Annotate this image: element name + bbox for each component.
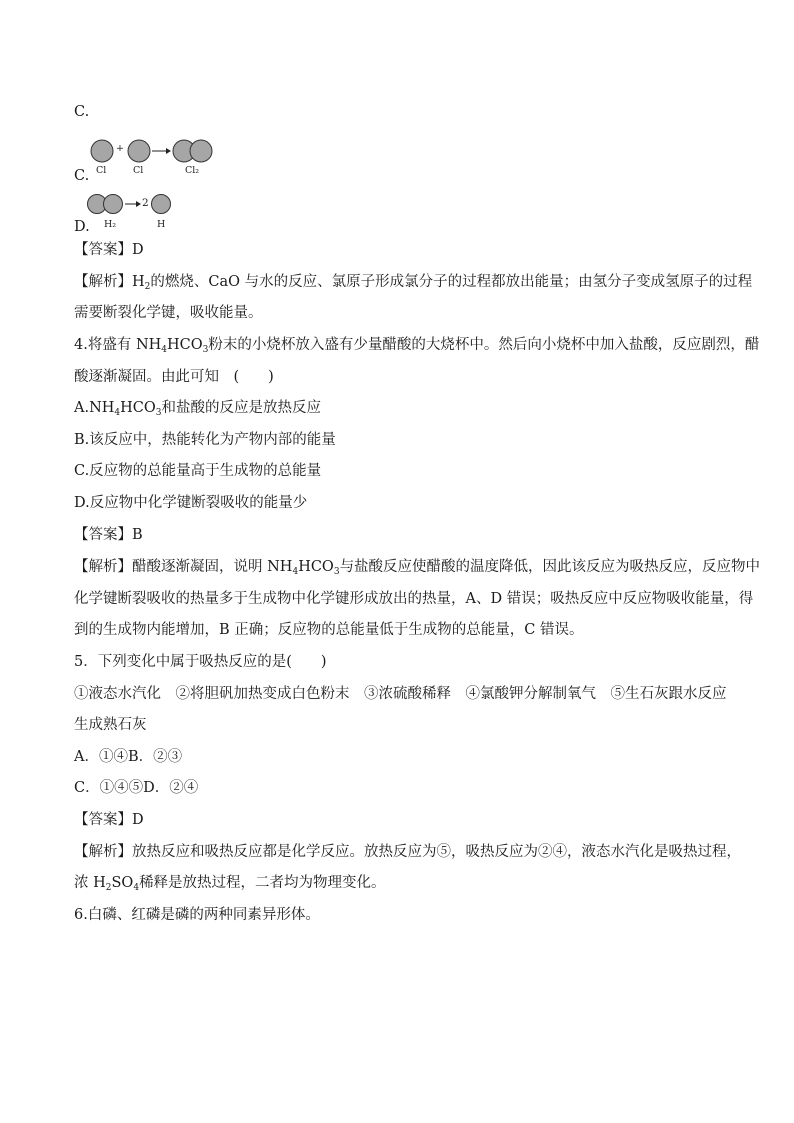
q5-options-cd: C．①④⑤D．②④ <box>74 780 199 796</box>
q4-stem-1a: 4.将盛有 NH <box>74 337 162 353</box>
q3-answer: 【答案】D <box>74 242 144 258</box>
q3-analysis-line-1 <box>74 272 752 292</box>
h2-label: H₂ <box>104 219 117 230</box>
arrow-head-d <box>136 201 141 207</box>
option-c-label-2: C. <box>74 168 90 184</box>
q4-option-a <box>74 398 321 418</box>
cl2-label: Cl₂ <box>185 165 200 176</box>
h-label: H <box>157 219 166 230</box>
q4-opt-a-c: 和盐酸的反应是放热反应 <box>161 400 322 416</box>
q4-option-d: D.反应物中化学键断裂吸收的能量少 <box>74 495 308 511</box>
q6-stem: 6.白磷、红磷是磷的两种同素异形体。 <box>74 907 320 923</box>
q5-analysis-sub-2: 4 <box>133 883 140 893</box>
h-atom-circle <box>152 195 171 214</box>
q4-analysis-line-1 <box>74 557 760 577</box>
q4-stem-sub-2: 3 <box>202 345 209 355</box>
q4-opt-a-a: A.NH <box>74 400 115 416</box>
q5-analysis-line-2 <box>74 873 386 893</box>
q3-analysis-1b: 的燃烧、CaO 与水的反应、氯原子形成氯分子的过程都放出能量；由氢分子变成氢原子的过程 <box>150 274 753 290</box>
option-c-label: C. <box>74 104 90 120</box>
q4-analysis-sub-1: 4 <box>292 567 299 577</box>
q3-analysis-line-2: 需要断裂化学键，吸收能量。 <box>74 305 263 321</box>
q5-analysis-sub-1: 2 <box>105 883 112 893</box>
q4-analysis-sub-2: 3 <box>333 567 340 577</box>
q5-list-line-1: ①液态水汽化 ②将胆矾加热变成白色粉末 ③浓硫酸稀释 ④氯酸钾分解制氧气 ⑤生石灰跟水反应 <box>74 686 727 702</box>
q4-analysis-1a: 【解析】醋酸逐渐凝固，说明 NH <box>74 559 293 575</box>
coefficient-2: 2 <box>142 197 149 209</box>
q4-answer: 【答案】B <box>74 527 143 543</box>
q4-opt-a-sub-1: 4 <box>114 408 121 418</box>
q4-opt-a-b: HCO <box>120 400 156 416</box>
q4-opt-a-sub-2: 3 <box>155 408 162 418</box>
q4-stem-sub-1: 4 <box>161 345 168 355</box>
cl-label-2: Cl <box>133 165 144 176</box>
q3-analysis-1a: 【解析】H <box>74 274 145 290</box>
q4-analysis-line-3: 到的生成物内能增加，B 正确；反应物的总能量低于生成物的总能量，C 错误。 <box>74 622 584 638</box>
q4-stem-1b: HCO <box>167 337 203 353</box>
q4-analysis-1b: HCO <box>298 559 334 575</box>
q5-analysis-2c: 稀释是放热过程，二者均为物理变化。 <box>139 875 386 891</box>
cl-label-1: Cl <box>96 165 107 176</box>
q4-stem-line-2: 酸逐渐凝固。由此可知 ( ) <box>74 369 274 385</box>
q5-analysis-2a: 浓 H <box>74 875 106 891</box>
option-d-label: D. <box>74 219 90 235</box>
q3-analysis-sub: 2 <box>144 282 151 292</box>
q4-stem-1c: 粉末的小烧杯放入盛有少量醋酸的大烧杯中。然后向小烧杯中加入盐酸，反应剧烈，醋 <box>208 337 760 353</box>
q4-stem-line-1 <box>74 335 759 355</box>
q5-options-ab: A．①④B．②③ <box>74 749 183 765</box>
q5-analysis-2b: SO <box>111 875 134 891</box>
q5-answer: 【答案】D <box>74 812 144 828</box>
q4-option-b: B.该反应中，热能转化为产物内部的能量 <box>74 432 336 448</box>
diagram-d-svg <box>0 0 794 240</box>
q5-list-line-2: 生成熟石灰 <box>74 717 147 733</box>
q4-analysis-line-2: 化学键断裂吸收的热量多于生成物中化学键形成放出的热量，A、D 错误；吸热反应中反应物吸收能量，得 <box>74 591 754 607</box>
h2-atom-circle-2 <box>104 195 123 214</box>
q5-analysis-line-1: 【解析】放热反应和吸热反应都是化学反应。放热反应为⑤，吸热反应为②④，液态水汽化是吸热过程， <box>74 844 741 860</box>
plus-sign: + <box>116 143 124 154</box>
q4-analysis-1c: 与盐酸反应使醋酸的温度降低，因此该反应为吸热反应，反应物中 <box>339 559 761 575</box>
q5-stem: 5．下列变化中属于吸热反应的是( ) <box>74 654 327 670</box>
q4-option-c: C.反应物的总能量高于生成物的总能量 <box>74 463 322 479</box>
